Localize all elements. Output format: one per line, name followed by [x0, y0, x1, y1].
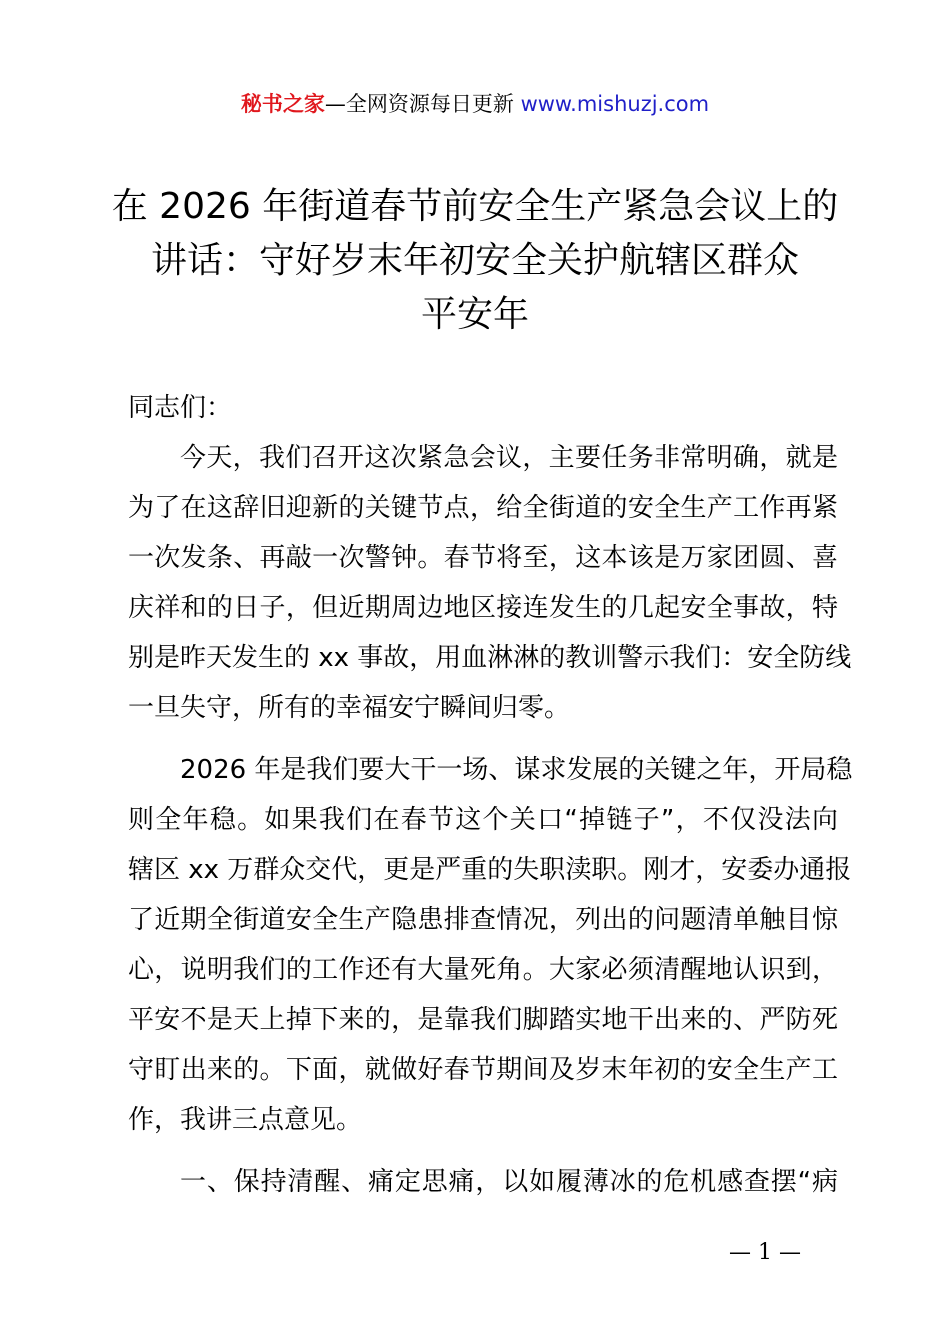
title-line: 讲话：守好岁末年初安全关护航辖区群众: [150, 240, 799, 281]
text-line: 2026 年是我们要大干一场、谋求发展的关键之年，开局稳: [180, 755, 853, 785]
site-header: [0, 88, 950, 120]
text-line: 平安不是天上掉下来的，是靠我们脚踏实地干出来的、严防死: [128, 1005, 838, 1035]
title-line: 平安年: [420, 294, 529, 335]
site-tagline: —全网资源每日更新: [324, 92, 521, 116]
document-title: [110, 180, 840, 342]
text-line: 则全年稳。如果我们在春节这个关口“掉链子”，不仅没法向: [128, 805, 838, 835]
site-brand: 秘书之家: [240, 92, 325, 116]
text-line: 作，我讲三点意见。: [128, 1105, 363, 1135]
text-line: 今天，我们召开这次紧急会议，主要任务非常明确，就是: [180, 443, 838, 473]
text-line: 辖区 xx 万群众交代，更是严重的失职渎职。刚才，安委办通报: [128, 855, 852, 885]
text-line: 为了在这辞旧迎新的关键节点，给全街道的安全生产工作再紧: [128, 493, 838, 523]
page-number: — 1 —: [729, 1240, 801, 1265]
text-line: 守盯出来的。下面，就做好春节期间及岁末年初的安全生产工: [128, 1055, 838, 1085]
paragraph-1: [128, 433, 852, 733]
text-line: 心，说明我们的工作还有大量死角。大家必须清醒地认识到，: [128, 955, 838, 985]
site-url-link[interactable]: www.mishuzj.com: [520, 92, 710, 116]
text-line: 别是昨天发生的 xx 事故，用血淋淋的教训警示我们：安全防线: [128, 643, 852, 673]
text-line: 一旦失守，所有的幸福安宁瞬间归零。: [128, 693, 571, 723]
title-line: 在 2026 年街道春节前安全生产紧急会议上的: [111, 186, 839, 227]
section-heading-line: 一、保持清醒、痛定思痛，以如履薄冰的危机感查摆“病: [180, 1167, 838, 1197]
text-line: 了近期全街道安全生产隐患排查情况，列出的问题清单触目惊: [128, 905, 838, 935]
paragraph-2: [128, 745, 853, 1145]
salutation: 同志们：: [128, 393, 233, 423]
section-heading-1: [128, 1157, 838, 1207]
document-body: [128, 383, 853, 1207]
text-line: 一次发条、再敲一次警钟。春节将至，这本该是万家团圆、喜: [128, 543, 838, 573]
paragraph-spacer: [128, 1145, 838, 1157]
paragraph-spacer: [128, 733, 838, 745]
text-line: 庆祥和的日子，但近期周边地区接连发生的几起安全事故，特: [128, 593, 838, 623]
